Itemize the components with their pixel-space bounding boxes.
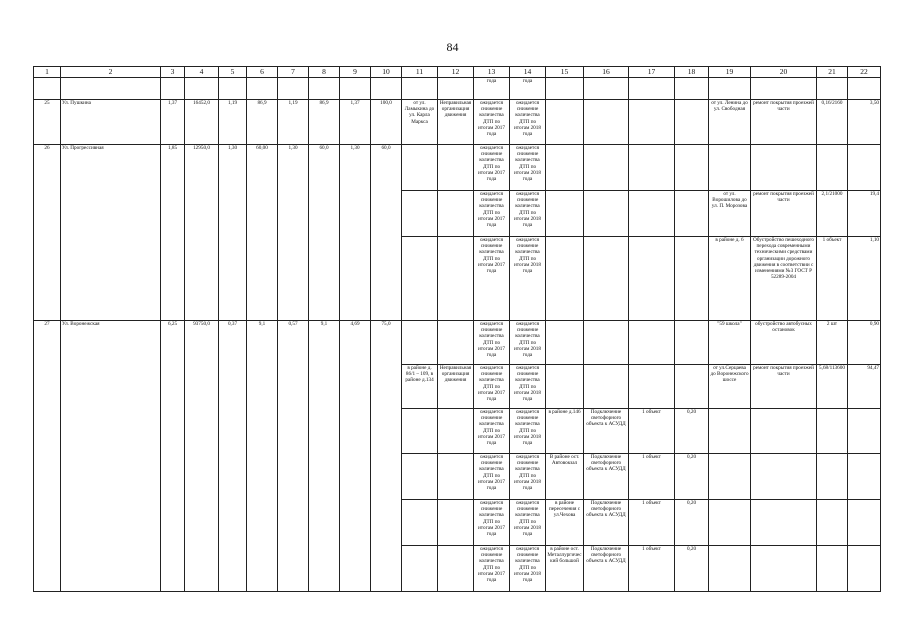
- page-number: 84: [446, 40, 459, 54]
- cell: 2 шт: [817, 321, 848, 365]
- cell: 1,30: [219, 145, 247, 321]
- cell: 1,37: [161, 100, 185, 145]
- road-works-table: [33, 66, 881, 592]
- cell: в районе пересечения с ул.Чехова: [546, 500, 584, 546]
- column-number: 2: [61, 67, 161, 78]
- cell: Подключение светофорного объекта к АСУДД: [584, 454, 629, 500]
- street-name: Ул. Прогрессивная: [61, 145, 161, 321]
- cell: 1 объект: [629, 409, 675, 454]
- cell: обустройство автобусных остановок: [751, 321, 817, 365]
- cell: Подключение светофорного объекта к АСУДД: [584, 409, 629, 454]
- cell: 1 объект: [629, 500, 675, 546]
- cell: ожидается снижение количества ДТП по итогам 2017 года: [474, 100, 510, 145]
- street-name: Ул. Пушкина: [61, 100, 161, 145]
- cell: 1,10: [848, 237, 881, 321]
- cell: 0,57: [278, 321, 309, 592]
- cell: 60,00: [247, 145, 278, 321]
- cell: 0,16/2160: [817, 100, 848, 145]
- column-number: 8: [309, 67, 340, 78]
- cell: 12950,0: [185, 145, 219, 321]
- cell: 1,30: [278, 145, 309, 321]
- cell: ожидается снижение количества ДТП по итогам 2017 года: [474, 145, 510, 191]
- cell: 0,90: [848, 321, 881, 365]
- table-row: [34, 321, 881, 365]
- cell: в районе ост. Металлургический большой: [546, 546, 584, 592]
- column-number: 22: [848, 67, 881, 78]
- cell: "59 школа": [709, 321, 751, 365]
- column-number: 14: [510, 67, 546, 78]
- cell: ожидается снижение количества ДТП по итогам 2017 года: [474, 500, 510, 546]
- column-number: 1: [34, 67, 61, 78]
- cell: 1,19: [219, 100, 247, 145]
- cell: 5,68/113600: [817, 365, 848, 409]
- cell: в районе д. 86/1 – 109, в районе д.134: [402, 365, 438, 409]
- cell: ожидается снижение количества ДТП по итогам 2017 года: [474, 409, 510, 454]
- cell: от ул. Ленина до ул. Свободная: [709, 100, 751, 145]
- cell: ожидается снижение количества ДТП по итогам 2018 года: [510, 454, 546, 500]
- cell: Подключение светофорного объекта к АСУДД: [584, 546, 629, 592]
- cell: ожидается снижение количества ДТП по итогам 2018 года: [510, 409, 546, 454]
- cell: Неправильная организация движения: [438, 100, 474, 145]
- cell: в районе д.146: [546, 409, 584, 454]
- cell: 4,69: [340, 321, 371, 592]
- column-number: 3: [161, 67, 185, 78]
- continuation-row: [34, 78, 881, 100]
- cell: 9,1: [247, 321, 278, 592]
- column-number: 15: [546, 67, 584, 78]
- cell: 6,25: [161, 321, 185, 592]
- cell: ремонт покрытия проезжей части: [751, 100, 817, 145]
- cell: ожидается снижение количества ДТП по итогам 2017 года: [474, 546, 510, 592]
- cell: от ул. Ламыкина до ул. Карла Маркса: [402, 100, 438, 145]
- cell: 19,4: [848, 191, 881, 237]
- cell: ожидается снижение количества ДТП по итогам 2018 года: [510, 145, 546, 191]
- table-row: [34, 145, 881, 191]
- cell: 0,20: [675, 409, 709, 454]
- cell: 1 объект: [817, 237, 848, 321]
- column-number: 13: [474, 67, 510, 78]
- column-number: 21: [817, 67, 848, 78]
- column-number: 16: [584, 67, 629, 78]
- cell: ожидается снижение количества ДТП по итогам 2017 года: [474, 191, 510, 237]
- column-number: 12: [438, 67, 474, 78]
- cell: ремонт покрытия проезжей части: [751, 191, 817, 237]
- cell: 0,37: [219, 321, 247, 592]
- row-number: 27: [34, 321, 61, 592]
- cell: ожидается снижение количества ДТП по итогам 2018 года: [510, 237, 546, 321]
- row-number: 25: [34, 100, 61, 145]
- cell: в районе д. 6: [709, 237, 751, 321]
- cell: года: [474, 78, 510, 100]
- cell: ожидается снижение количества ДТП по итогам 2018 года: [510, 100, 546, 145]
- cell: ожидается снижение количества ДТП по итогам 2017 года: [474, 237, 510, 321]
- cell: 75,0: [371, 321, 402, 592]
- column-number: 18: [675, 67, 709, 78]
- column-number: 6: [247, 67, 278, 78]
- cell: года: [510, 78, 546, 100]
- cell: 0,20: [675, 454, 709, 500]
- cell: ожидается снижение количества ДТП по итогам 2018 года: [510, 321, 546, 365]
- row-number: 26: [34, 145, 61, 321]
- cell: 86,9: [247, 100, 278, 145]
- cell: В районе ост. Автовокзал: [546, 454, 584, 500]
- cell: 86,9: [309, 100, 340, 145]
- cell: ожидается снижение количества ДТП по итогам 2018 года: [510, 546, 546, 592]
- column-number: 11: [402, 67, 438, 78]
- cell: 100,0: [371, 100, 402, 145]
- cell: 60,0: [371, 145, 402, 321]
- cell: 9,1: [309, 321, 340, 592]
- cell: 16452,0: [185, 100, 219, 145]
- cell: 1,85: [161, 145, 185, 321]
- cell: 1,30: [340, 145, 371, 321]
- column-number: 7: [278, 67, 309, 78]
- cell: 60,0: [309, 145, 340, 321]
- column-number-row: [34, 67, 881, 78]
- cell: 3,50: [848, 100, 881, 145]
- cell: ожидается снижение количества ДТП по итогам 2018 года: [510, 365, 546, 409]
- cell: 1 объект: [629, 454, 675, 500]
- column-number: 17: [629, 67, 675, 78]
- cell: Обустройство пешеходного перехода современными техническими средствами организации дорожного движения в соответствии с изменениями №3 ГОСТ Р 52289-2004: [751, 237, 817, 321]
- cell: от ул. Ворошилова до ул. П. Морозова: [709, 191, 751, 237]
- table-row: [34, 100, 881, 145]
- column-number: 9: [340, 67, 371, 78]
- cell: ремонт покрытия проезжей части: [751, 365, 817, 409]
- street-name: Ул. Воронежская: [61, 321, 161, 592]
- cell: 0,20: [675, 500, 709, 546]
- cell: ожидается снижение количества ДТП по итогам 2017 года: [474, 454, 510, 500]
- cell: 1,37: [340, 100, 371, 145]
- cell: ожидается снижение количества ДТП по итогам 2018 года: [510, 191, 546, 237]
- cell: 94,47: [848, 365, 881, 409]
- cell: 1,19: [278, 100, 309, 145]
- cell: Подключение светофорного объекта к АСУДД: [584, 500, 629, 546]
- cell: 2,1/21000: [817, 191, 848, 237]
- column-number: 4: [185, 67, 219, 78]
- cell: ожидается снижение количества ДТП по итогам 2018 года: [510, 500, 546, 546]
- cell: 93750,0: [185, 321, 219, 592]
- cell: 0,20: [675, 546, 709, 592]
- column-number: 19: [709, 67, 751, 78]
- column-number: 5: [219, 67, 247, 78]
- cell: 1 объект: [629, 546, 675, 592]
- cell: ожидается снижение количества ДТП по итогам 2017 года: [474, 365, 510, 409]
- cell: от ул.Серцаева до Воронежского шоссе: [709, 365, 751, 409]
- column-number: 20: [751, 67, 817, 78]
- cell: Неправильная организация движения: [438, 365, 474, 409]
- cell: ожидается снижение количества ДТП по итогам 2017 года: [474, 321, 510, 365]
- column-number: 10: [371, 67, 402, 78]
